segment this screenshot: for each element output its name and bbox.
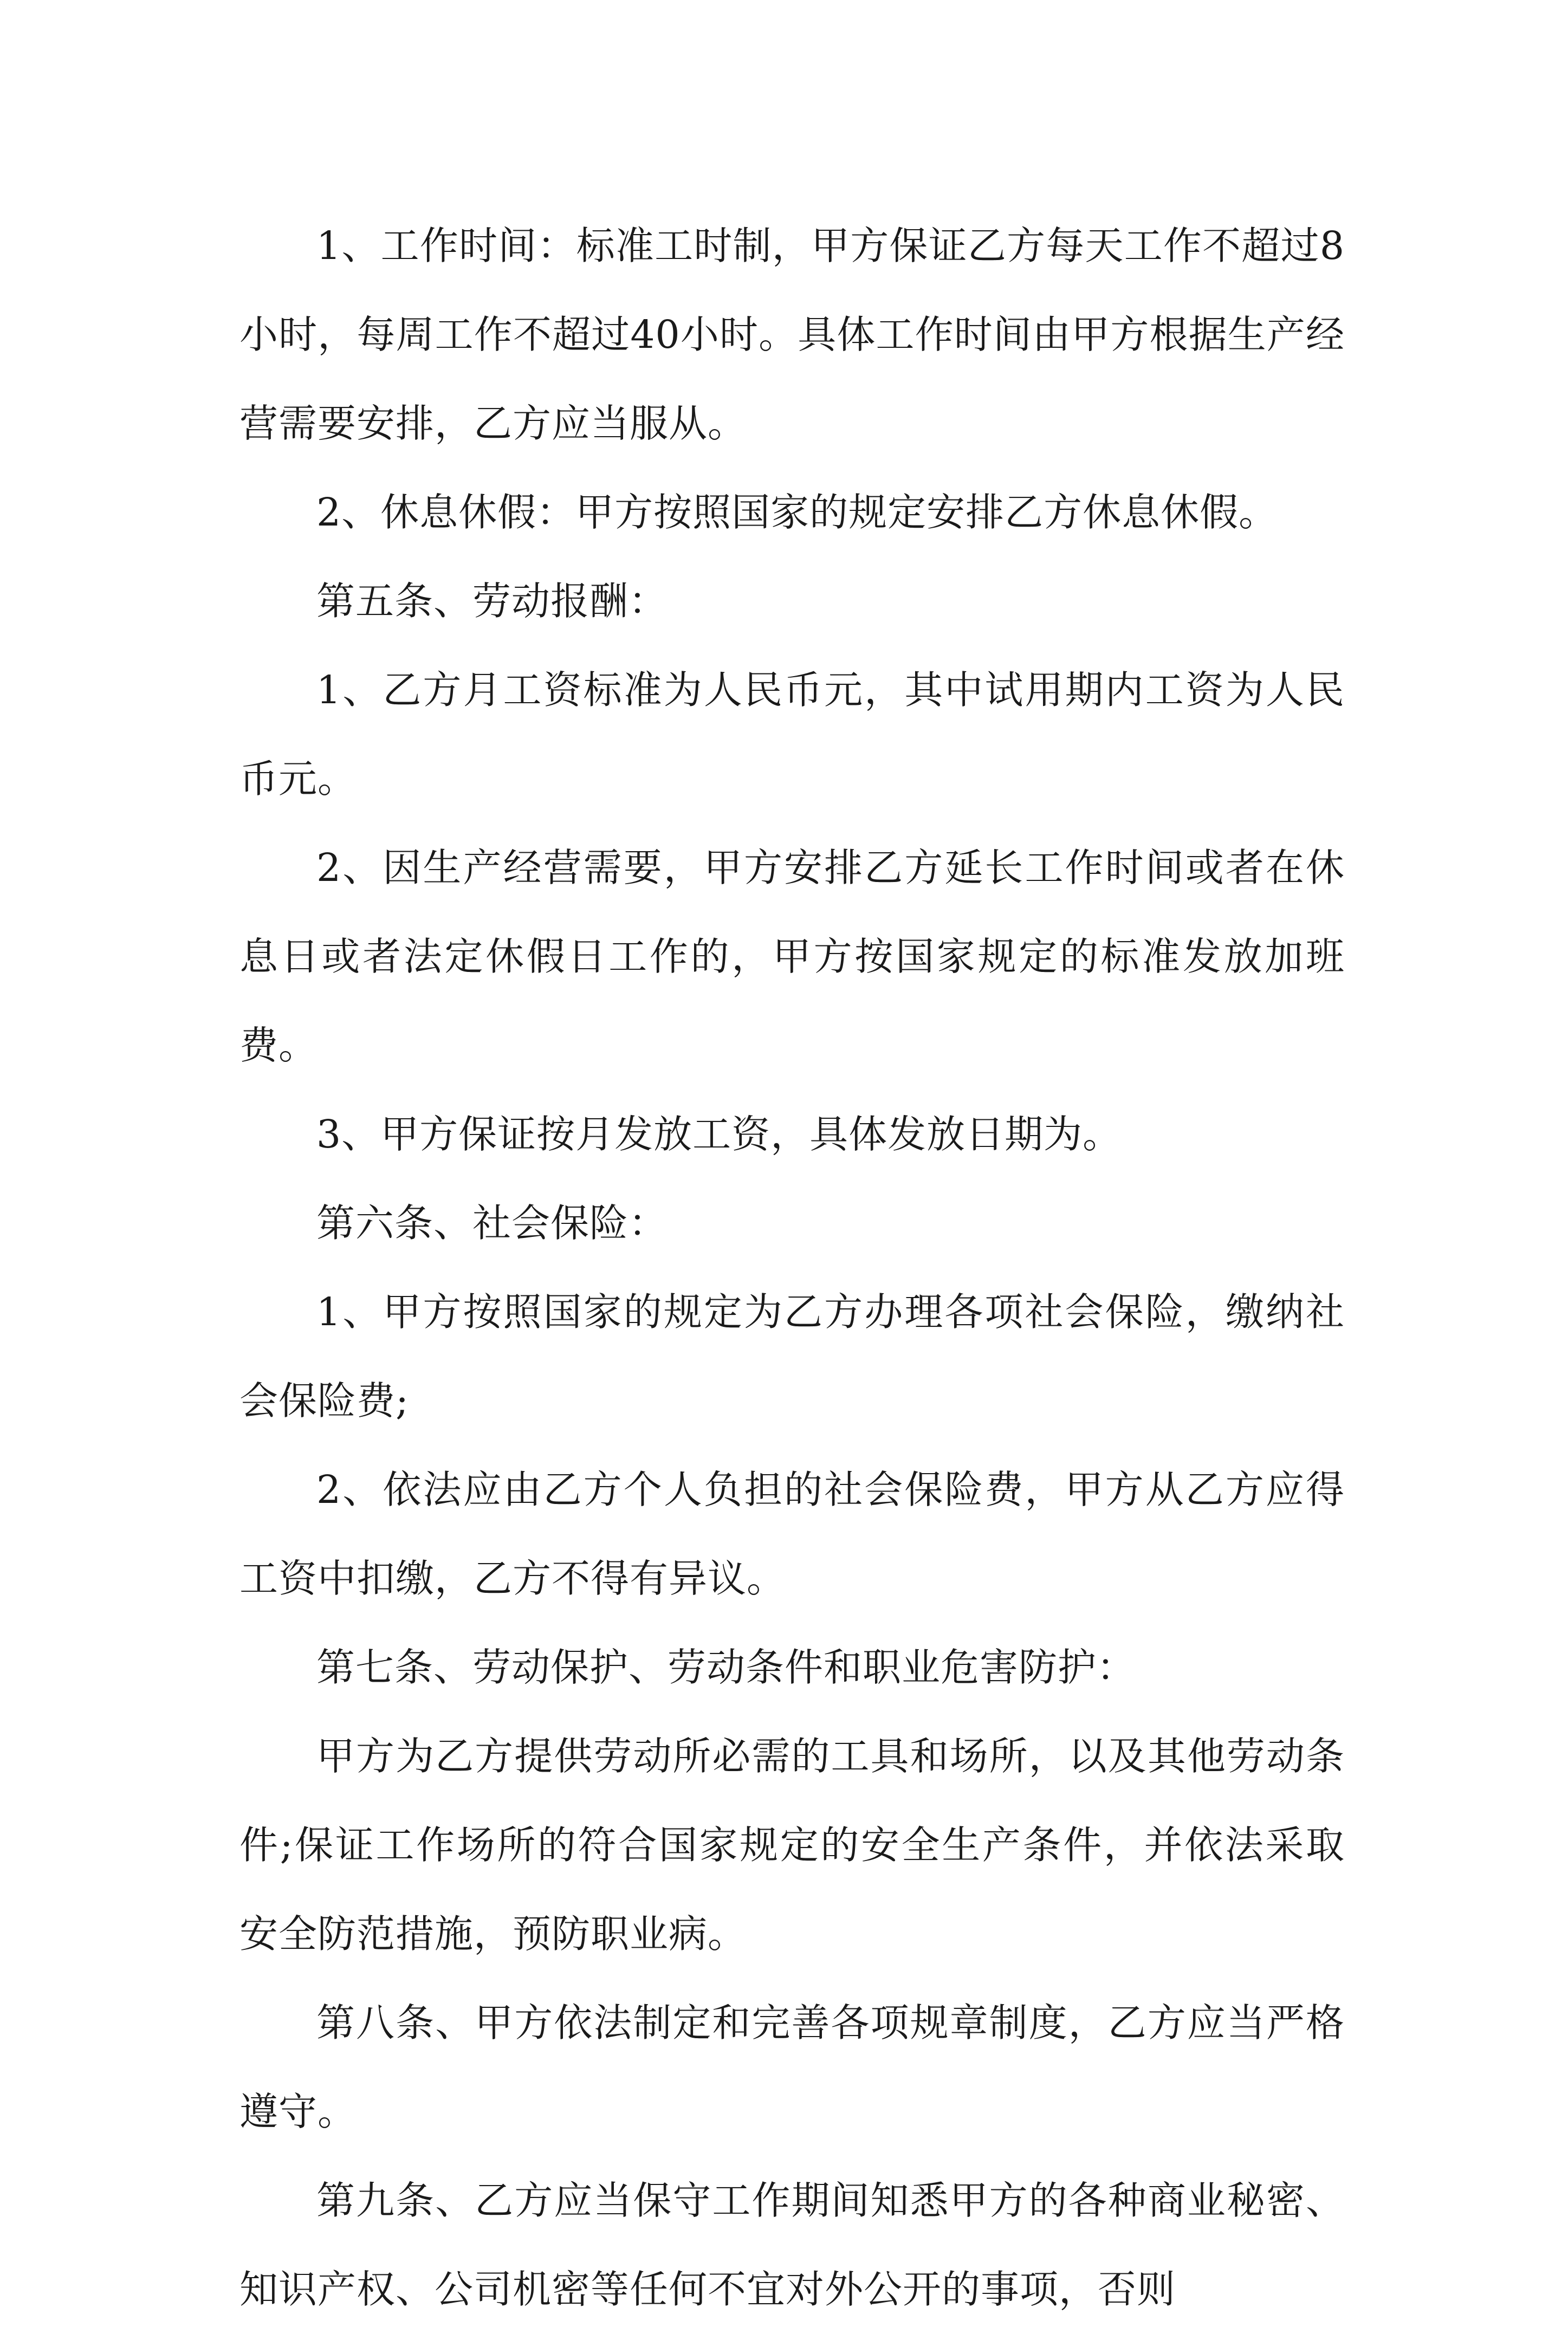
paragraph-article-8: 第八条、甲方依法制定和完善各项规章制度，乙方应当严格遵守。 [239, 2000, 1345, 2134]
paragraph-pay-date: 3、甲方保证按月发放工资，具体发放日期为。 [316, 1112, 1122, 1157]
paragraph-work-hours: 1、工作时间：标准工时制，甲方保证乙方每天工作不超过8小时，每周工作不超过40小时。具体工作时间由甲方根据生产经营需要安排，乙方应当服从。 [239, 223, 1345, 446]
paragraph-social-insurance: 1、甲方按照国家的规定为乙方办理各项社会保险，缴纳社会保险费; [239, 1289, 1345, 1423]
heading-article-7: 第七条、劳动保护、劳动条件和职业危害防护： [316, 1645, 1136, 1690]
heading-article-5: 第五条、劳动报酬： [316, 579, 668, 624]
paragraph-article-9: 第九条、乙方应当保守工作期间知悉甲方的各种商业秘密、知识产权、公司机密等任何不宜对外公开的事项，否则 [239, 2178, 1345, 2312]
document-body [239, 202, 1345, 2334]
paragraph-rest-leave: 2、休息休假：甲方按照国家的规定安排乙方休息休假。 [316, 490, 1278, 535]
heading-article-6: 第六条、社会保险： [316, 1201, 668, 1246]
paragraph-insurance-deduction: 2、依法应由乙方个人负担的社会保险费，甲方从乙方应得工资中扣缴，乙方不得有异议。 [239, 1467, 1345, 1601]
paragraph-monthly-wage: 1、乙方月工资标准为人民币元，其中试用期内工资为人民币元。 [239, 667, 1345, 801]
paragraph-overtime: 2、因生产经营需要，甲方安排乙方延长工作时间或者在休息日或者法定休假日工作的，甲方按国家规定的标准发放加班费。 [239, 845, 1345, 1068]
paragraph-labor-protection: 甲方为乙方提供劳动所必需的工具和场所，以及其他劳动条件;保证工作场所的符合国家规定的安全生产条件，并依法采取安全防范措施，预防职业病。 [239, 1734, 1345, 1956]
